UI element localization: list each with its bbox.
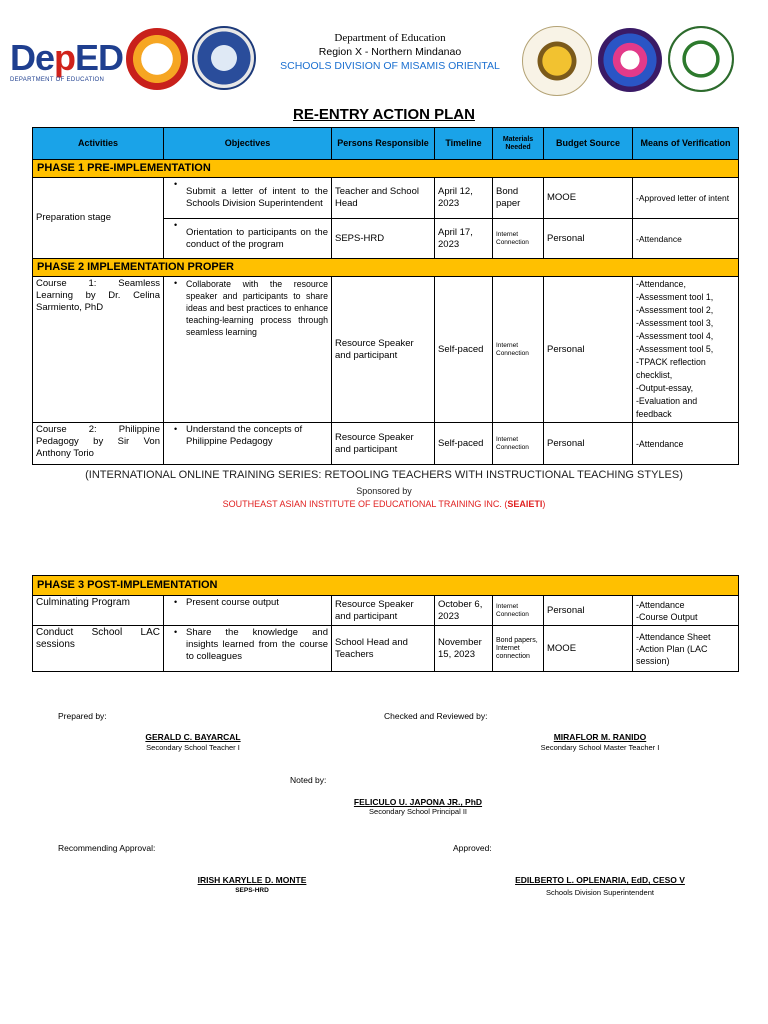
activity-cell: Culminating Program	[33, 596, 164, 626]
department-name: Department of Education	[334, 32, 446, 44]
noted-by-position: Secondary School Principal II	[369, 807, 467, 816]
means-line: -Action Plan (LAC session)	[636, 643, 708, 666]
school-seal-icon	[668, 26, 734, 92]
checked-by-name: MIRAFLOR M. RANIDO	[553, 732, 647, 742]
objective-cell: • Share the knowledge and insights learned from the course to colleagues	[164, 626, 332, 672]
budget-cell: Personal	[544, 596, 633, 626]
recommending-approval-position: SEPS-HRD	[235, 887, 269, 894]
recommending-approval-name: IRISH KARYLLE D. MONTE	[197, 875, 307, 885]
materials-cell: Internet Connection	[493, 219, 544, 259]
department-seal-icon	[192, 26, 256, 90]
approved-label: Approved:	[453, 843, 492, 853]
table-row	[33, 626, 739, 672]
activity-cell: Conduct School LAC sessions	[33, 626, 164, 672]
budget-cell: MOOE	[544, 178, 633, 219]
means-line: -Attendance	[636, 599, 685, 610]
sponsored-by-label: Sponsored by	[356, 486, 412, 496]
recommending-approval-label: Recommending Approval:	[58, 843, 156, 853]
activity-cell: Course 2: Philippine Pedagogy by Sir Von Anthony Torio	[33, 423, 164, 465]
prepared-by-label: Prepared by:	[58, 711, 107, 721]
budget-cell: MOOE	[544, 626, 633, 672]
objective-cell: • Understand the concepts of Philippine Pedagogy	[164, 423, 332, 465]
persons-cell: Resource Speaker and participant	[332, 423, 435, 465]
means-cell	[633, 626, 739, 672]
timeline-cell: November 15, 2023	[435, 626, 493, 672]
materials-cell: Bond paper	[493, 178, 544, 219]
noted-by-label: Noted by:	[290, 775, 327, 785]
phase2-label: PHASE 2 IMPLEMENTATION PROPER	[33, 259, 739, 277]
logo-text-p: p	[54, 37, 76, 78]
col-materials: Materials Needed	[493, 128, 544, 160]
objective-cell: • Orientation to participants on the conduct of the program	[164, 219, 332, 259]
phase1-row	[33, 160, 739, 178]
col-budget: Budget Source	[544, 128, 633, 160]
means-cell	[633, 277, 739, 423]
timeline-cell: April 17, 2023	[435, 219, 493, 259]
means-line: -Assessment tool 5,	[636, 344, 714, 354]
budget-cell: Personal	[544, 219, 633, 259]
means-cell	[633, 596, 739, 626]
timeline-cell: April 12, 2023	[435, 178, 493, 219]
col-timeline: Timeline	[435, 128, 493, 160]
objective-cell: • Collaborate with the resource speaker and participants to share ideas and best practices to enhance teaching-learning process through seamless learning	[164, 277, 332, 423]
means-line: -Attendance,	[636, 279, 686, 289]
logo-text-ed: ED	[75, 37, 124, 78]
activity-cell: Course 1: Seamless Learning by Dr. Celina Sarmiento, PhD	[33, 277, 164, 423]
persons-cell: Resource Speaker and participant	[332, 277, 435, 423]
prepared-by-position: Secondary School Teacher I	[146, 743, 240, 752]
sponsor-name: SOUTHEAST ASIAN INSTITUTE OF EDUCATIONAL TRAINING INC. (SEAIETI)	[222, 499, 546, 509]
materials-cell: Internet Connection	[493, 277, 544, 423]
persons-cell: SEPS-HRD	[332, 219, 435, 259]
materials-cell: Internet Connection	[493, 423, 544, 465]
timeline-cell: Self-paced	[435, 277, 493, 423]
phase3-label: PHASE 3 POST-IMPLEMENTATION	[33, 576, 739, 596]
means-cell: -Attendance	[633, 423, 739, 465]
approved-position: Schools Division Superintendent	[546, 888, 654, 897]
post-implementation-table	[32, 575, 739, 672]
means-line: -Course Output	[636, 611, 698, 622]
materials-cell: Bond papers, Internet connection	[493, 626, 544, 672]
means-line: -Assessment tool 1,	[636, 292, 714, 302]
deped-logo	[10, 37, 124, 88]
timeline-cell: Self-paced	[435, 423, 493, 465]
means-line: -Attendance Sheet	[636, 631, 711, 642]
persons-cell: Teacher and School Head	[332, 178, 435, 219]
means-line: -Evaluation and feedback	[636, 396, 698, 419]
division-seal-icon	[598, 28, 662, 92]
seaieti-seal-icon	[522, 26, 592, 96]
col-persons: Persons Responsible	[332, 128, 435, 160]
approved-name: EDILBERTO L. OPLENARIA, EdD, CESO V	[515, 875, 685, 885]
objective-cell: • Present course output	[164, 596, 332, 626]
col-activities: Activities	[33, 128, 164, 160]
activity-cell: Preparation stage	[33, 178, 164, 259]
phase1-label: PHASE 1 PRE-IMPLEMENTATION	[33, 160, 739, 178]
means-line: -Output-essay,	[636, 383, 694, 393]
logo-text-de: De	[10, 37, 55, 78]
noted-by-name: FELICULO U. JAPONA JR., PhD	[353, 797, 483, 807]
region-name: Region X - Northern Mindanao	[318, 46, 462, 58]
checked-by-label: Checked and Reviewed by:	[384, 711, 488, 721]
table-row	[33, 596, 739, 626]
checked-by-position: Secondary School Master Teacher I	[540, 743, 660, 752]
budget-cell: Personal	[544, 277, 633, 423]
page-title: RE-ENTRY ACTION PLAN	[293, 106, 475, 123]
timeline-cell: October 6, 2023	[435, 596, 493, 626]
budget-cell: Personal	[544, 423, 633, 465]
means-line: -Assessment tool 3,	[636, 318, 714, 328]
col-objectives: Objectives	[164, 128, 332, 160]
deped-seal-icon	[126, 28, 188, 90]
action-plan-table	[32, 127, 739, 465]
table-row	[33, 423, 739, 465]
means-line: -Assessment tool 2,	[636, 305, 714, 315]
objective-cell: • Submit a letter of intent to the Schools Division Superintendent	[164, 178, 332, 219]
means-line: -Assessment tool 4,	[636, 331, 714, 341]
means-cell: -Attendance	[633, 219, 739, 259]
letterhead	[0, 0, 768, 110]
means-cell: -Approved letter of intent	[633, 178, 739, 219]
means-line: -TPACK reflection checklist,	[636, 357, 706, 380]
prepared-by-name: GERALD C. BAYARCAL	[145, 732, 241, 742]
training-series-title: (INTERNATIONAL ONLINE TRAINING SERIES: RETOOLING TEACHERS WITH INSTRUCTIONAL TEACHING STYLES)	[85, 469, 683, 481]
table-header-row	[33, 128, 739, 160]
persons-cell: School Head and Teachers	[332, 626, 435, 672]
persons-cell: Resource Speaker and participant	[332, 596, 435, 626]
table-row	[33, 178, 739, 219]
phase2-row	[33, 259, 739, 277]
materials-cell: Internet Connection	[493, 596, 544, 626]
phase3-row	[33, 576, 739, 596]
table-row	[33, 277, 739, 423]
col-means: Means of Verification	[633, 128, 739, 160]
division-name: SCHOOLS DIVISION OF MISAMIS ORIENTAL	[280, 60, 500, 72]
logo-subtitle: DEPARTMENT OF EDUCATION	[10, 77, 105, 83]
letterhead-text	[260, 32, 520, 73]
